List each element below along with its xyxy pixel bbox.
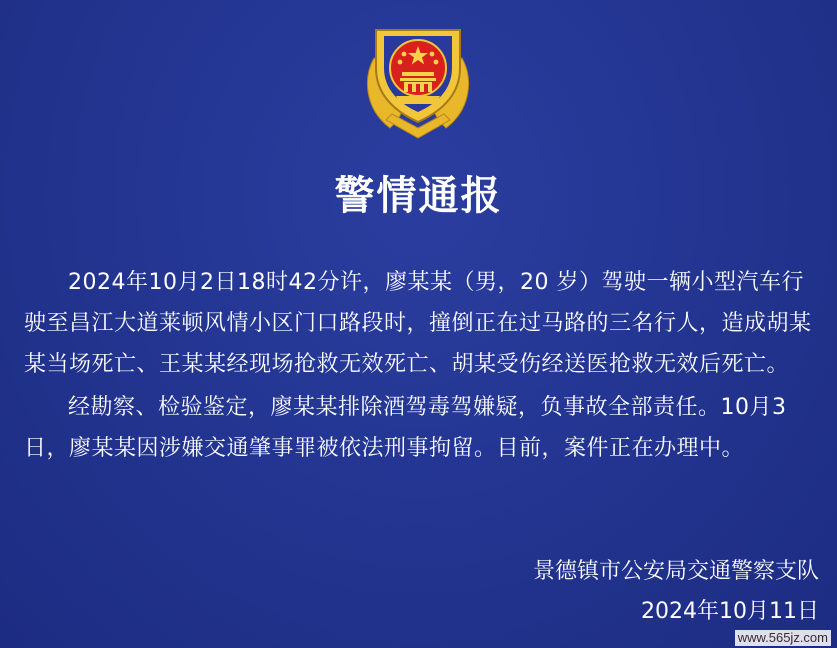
police-emblem-icon xyxy=(356,10,480,142)
notice-paragraph: 2024年10月2日18时42分许，廖某某（男，20 岁）驾驶一辆小型汽车行驶至昌江大道莱顿风情小区门口路段时，撞倒正在过马路的三名行人，造成胡某某当场死亡、王某某经现场抢救无效死亡、胡某受伤经送医抢救无效后死亡。 xyxy=(24,270,812,377)
notice-paragraph: 经勘察、检验鉴定，廖某某排除酒驾毒驾嫌疑，负事故全部责任。10月3日，廖某某因涉嫌交通肇事罪被依法刑事拘留。目前，案件正在办理中。 xyxy=(24,395,787,461)
issuer-name: 景德镇市公安局交通警察支队 xyxy=(532,559,819,584)
notice-body xyxy=(24,262,814,471)
issue-date: 2024年10月11日 xyxy=(641,599,819,624)
watermark: www.565jz.com xyxy=(735,630,831,646)
notice-title: 警情通报 xyxy=(334,172,503,219)
